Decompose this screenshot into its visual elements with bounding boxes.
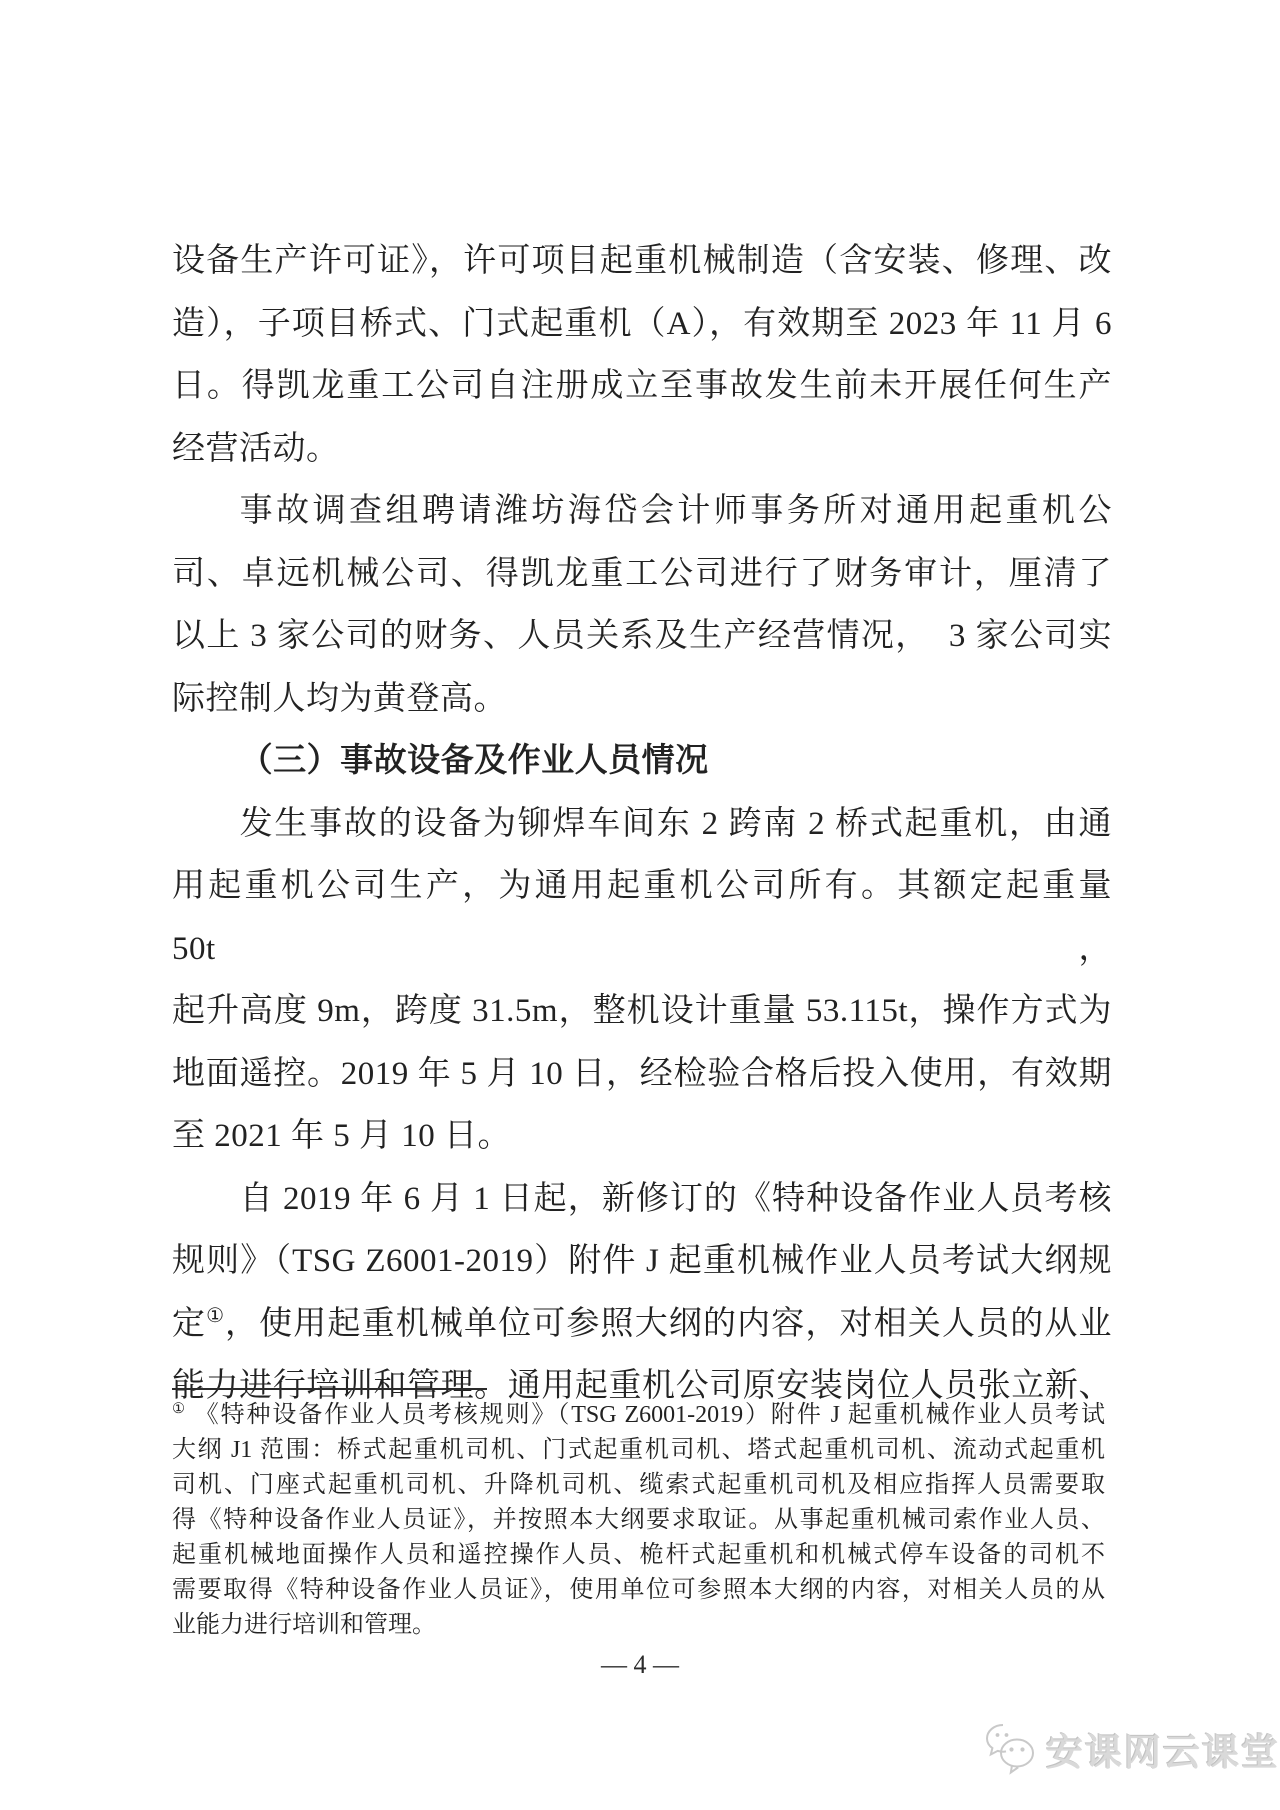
para-accident-equipment: 至 2021 年 5 月 10 日。 — [172, 1118, 511, 1154]
para-accident-equipment: 发生事故的设备为铆焊车间东 2 跨南 2 桥式起重机，由通 — [239, 805, 1112, 842]
para-accident-equipment: 用起重机公司生产，为通用起重机公司所有。其额定起重量 50t， — [172, 868, 1121, 967]
para-license-continuation: 设备生产许可证》，许可项目起重机械制造（含安装、修理、改 — [172, 243, 1112, 279]
footnote-line: 司机、门座式起重机司机、升降机司机、缆索式起重机司机及相应指挥人员需要取 — [172, 1472, 1105, 1498]
wechat-chat-bubbles-icon — [982, 1722, 1038, 1776]
footnote-line: 得《特种设备作业人员证》，并按照本大纲要求取证。从事起重机械司索作业人员、 — [172, 1507, 1105, 1533]
para-accident-equipment: 起升高度 9m，跨度 31.5m，整机设计重量 53.115t，操作方式为 — [172, 993, 1112, 1029]
footnote-line: 起重机械地面操作人员和遥控操作人员、桅杆式起重机和机械式停车设备的司机不 — [172, 1542, 1105, 1568]
footnote-line: 需要取得《特种设备作业人员证》，使用单位可参照本大纲的内容，对相关人员的从 — [172, 1577, 1105, 1603]
footnote-separator — [172, 1388, 487, 1390]
para-exam-rules: 能力进行培训和管理。通用起重机公司原安装岗位人员张立新、 — [172, 1368, 1112, 1404]
page-number: — 4 — — [601, 1650, 679, 1679]
para-license-continuation: 造），子项目桥式、门式起重机（A），有效期至 2023 年 11 月 6 — [172, 305, 1112, 342]
para-financial-audit: 以上 3 家公司的财务、人员关系及生产经营情况， 3 家公司实 — [172, 618, 1112, 654]
footnote-line: 业能力进行培训和管理。 — [172, 1612, 436, 1638]
para-license-continuation: 日。得凯龙重工公司自注册成立至事故发生前未开展任何生产 — [172, 368, 1112, 404]
para-accident-equipment: 地面遥控。2019 年 5 月 10 日，经检验合格后投入使用，有效期 — [172, 1055, 1112, 1092]
heading-section-3: （三）事故设备及作业人员情况 — [239, 743, 709, 779]
watermark — [982, 1722, 1280, 1776]
footnote-ref-marker: ① — [172, 1401, 187, 1417]
footnote-section — [172, 1398, 1105, 1643]
para-financial-audit: 际控制人均为黄登高。 — [172, 680, 507, 717]
para-exam-rules: 规则》（TSG Z6001-2019）附件 J 起重机械作业人员考试大纲规 — [172, 1243, 1112, 1279]
footnote-line: ① 《特种设备作业人员考核规则》（TSG Z6001-2019）附件 J 起重机械作业人员考试 — [172, 1401, 1105, 1428]
para-financial-audit: 司、卓远机械公司、得凯龙重工公司进行了财务审计，厘清了 — [172, 555, 1112, 592]
watermark-text: 安课网云课堂 — [1046, 1732, 1280, 1773]
para-license-continuation: 经营活动。 — [172, 430, 340, 467]
para-exam-rules: 自 2019 年 6 月 1 日起，新修订的《特种设备作业人员考核 — [239, 1180, 1112, 1217]
footnote-ref-marker: ① — [206, 1304, 226, 1327]
para-exam-rules: 定①，使用起重机械单位可参照大纲的内容，对相关人员的从业 — [172, 1304, 1113, 1342]
footnote-line: 大纲 J1 范围：桥式起重机司机、门式起重机司机、塔式起重机司机、流动式起重机 — [172, 1437, 1105, 1463]
document-body — [172, 230, 1121, 1418]
para-financial-audit: 事故调查组聘请潍坊海岱会计师事务所对通用起重机公 — [239, 493, 1112, 529]
